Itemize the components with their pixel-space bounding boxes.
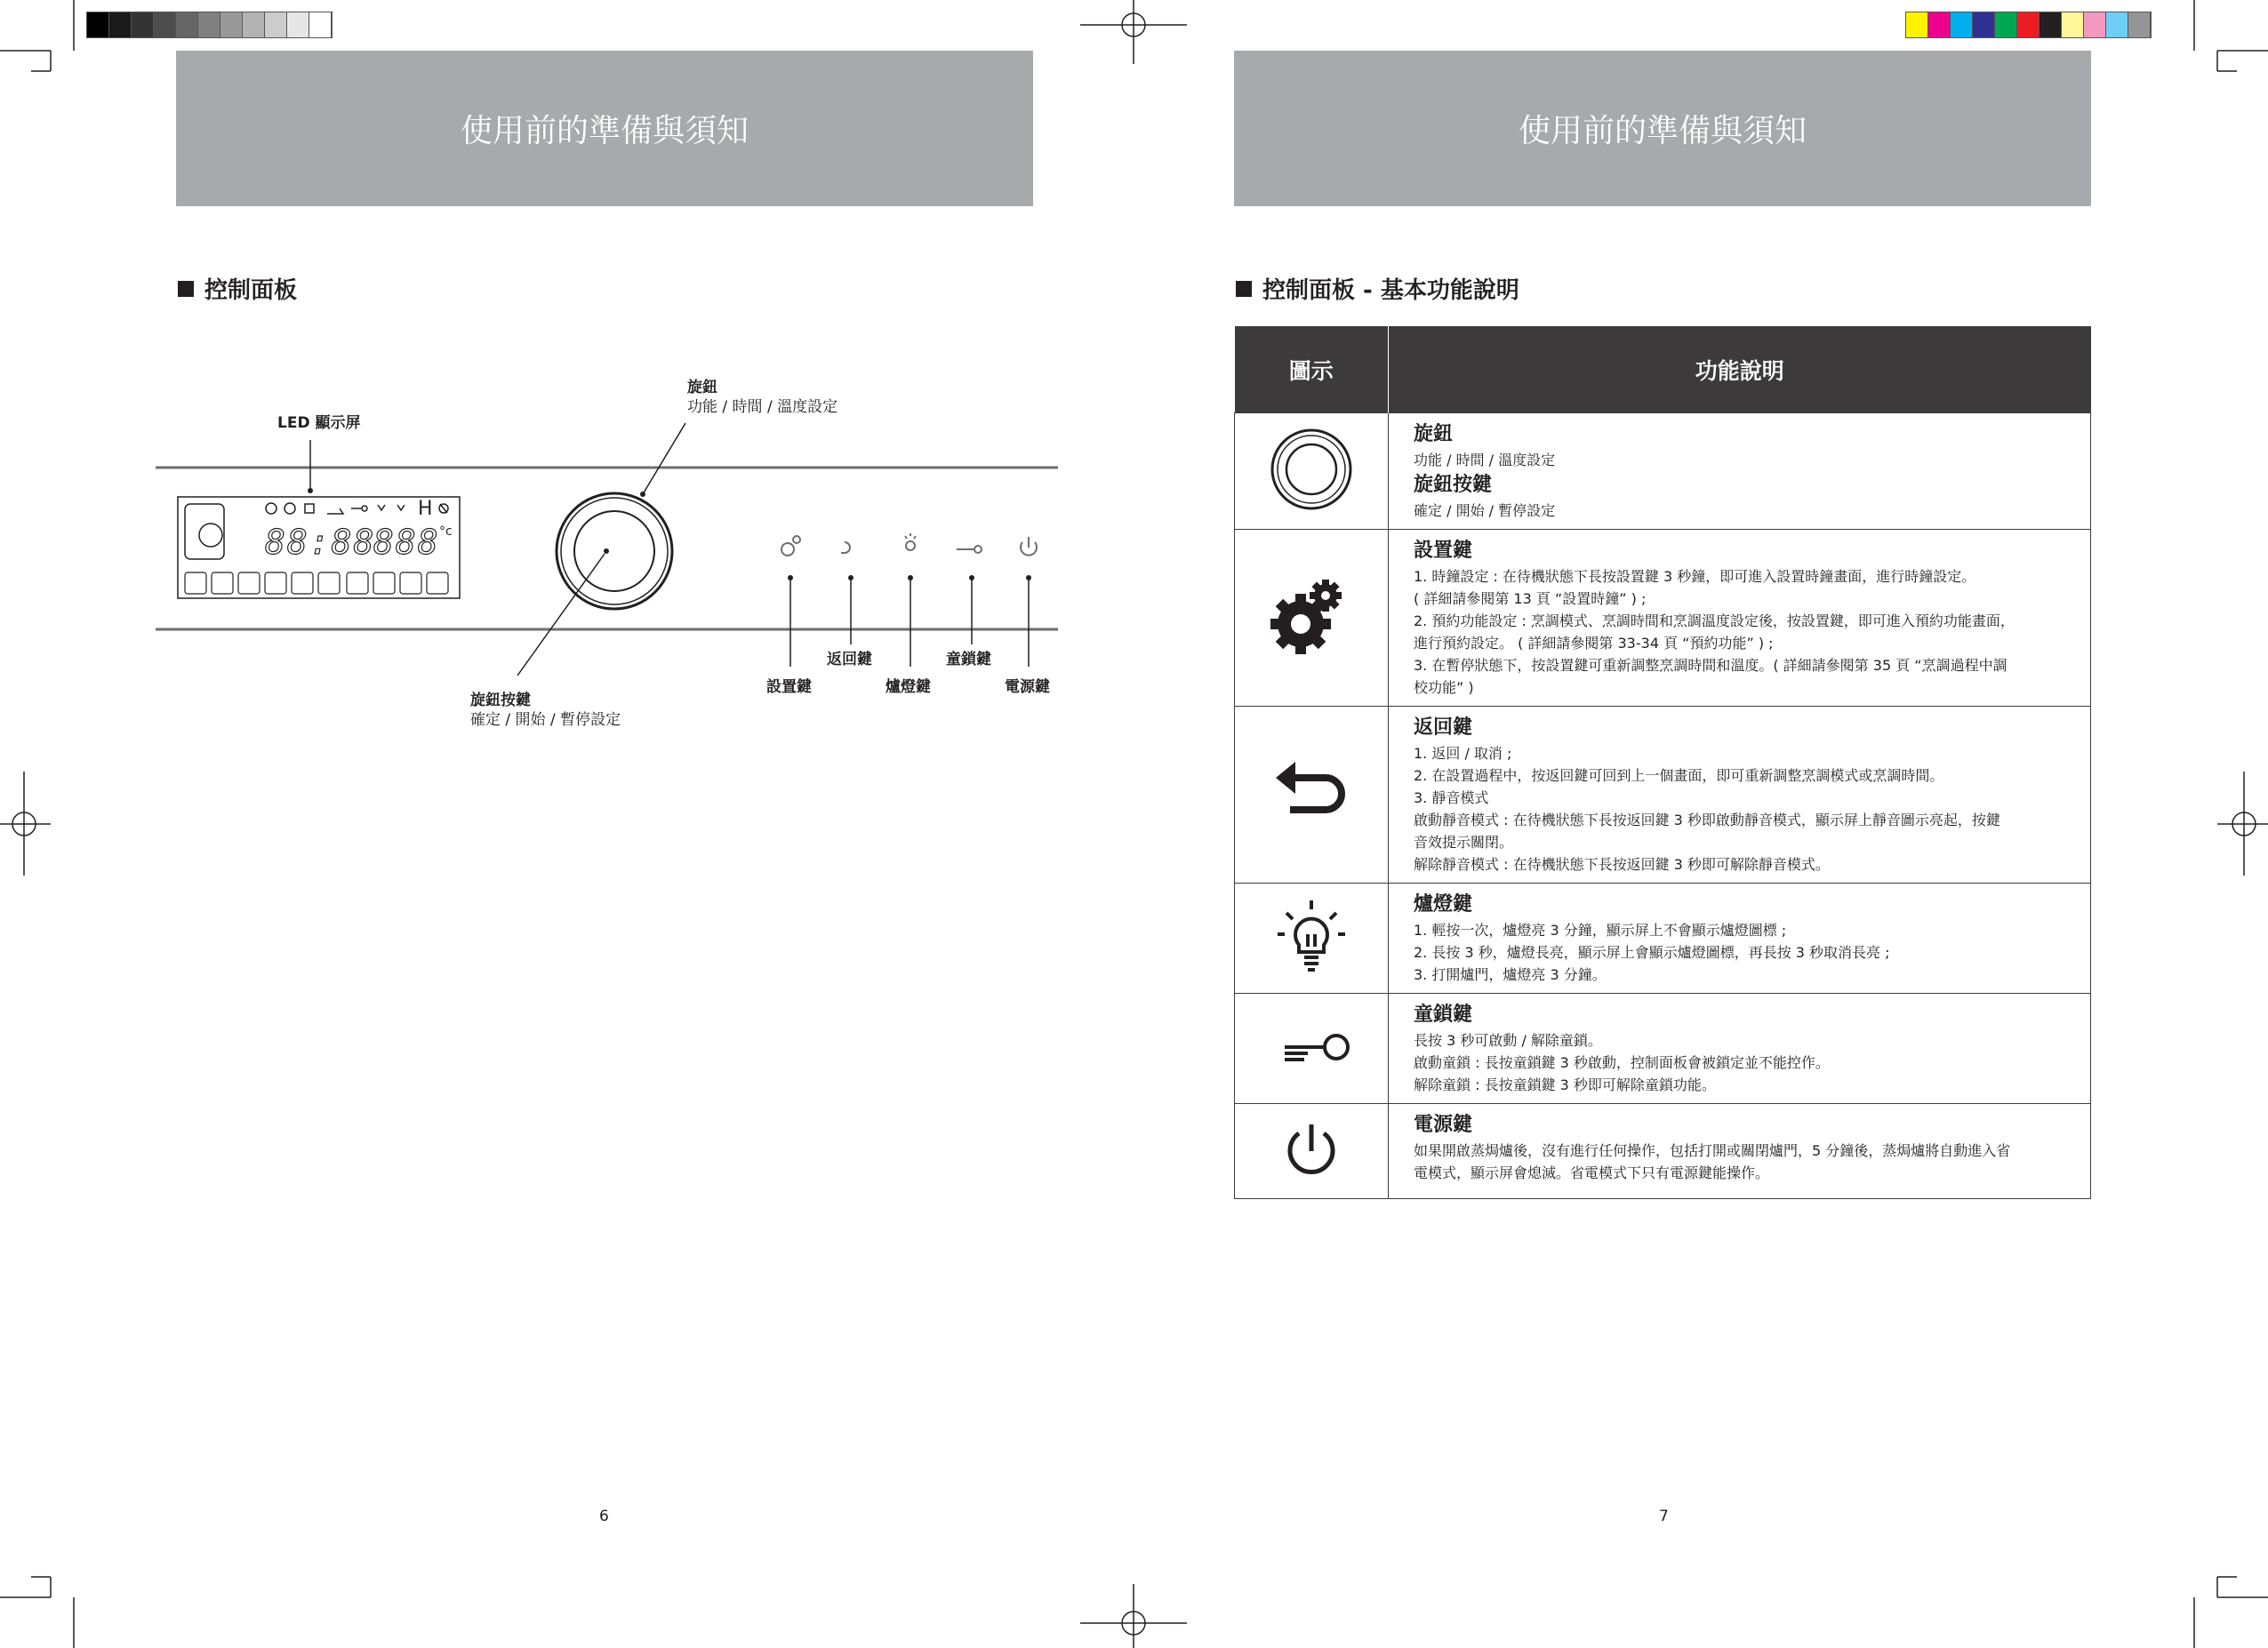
function-description-line: 解除靜音模式 : 在待機狀態下長按返回鍵 3 秒即可解除靜音模式。 <box>1414 856 1830 873</box>
function-description-line: 2. 長按 3 秒，爐燈長亮，顯示屏上會顯示爐燈圖標，再長按 3 秒取消長亮 ; <box>1414 944 1890 961</box>
function-description-line: 校功能” ) <box>1414 679 1474 696</box>
function-description-line: 1. 返回 / 取消 ; <box>1414 745 1512 762</box>
description-cell <box>1389 413 2091 530</box>
description-cell <box>1389 994 2091 1104</box>
function-title: 旋鈕 <box>1414 423 1454 445</box>
function-description-line: 3. 在暫停狀態下，按設置鍵可重新調整烹調時間和溫度。( 詳細請參閱第 35 頁 “烹調過程中調 <box>1414 657 2008 674</box>
function-title: 電源鍵 <box>1414 1114 1473 1136</box>
control-panel-diagram <box>0 0 1134 800</box>
table-header-icon: 圖示 <box>1235 326 1389 413</box>
right-page-number: 7 <box>1659 1508 1669 1525</box>
table-row <box>1235 1104 2091 1199</box>
lamp-icon <box>1249 972 1374 989</box>
function-description-line: 3. 靜音模式 <box>1414 789 1489 806</box>
label-lamp-key: 爐燈鍵 <box>886 678 931 696</box>
table-row <box>1235 994 2091 1104</box>
function-description-line: 2. 預約功能設定 : 烹調模式、烹調時間和烹調溫度設定後，按設置鍵，即可進入預約功能畫面， <box>1414 612 2015 629</box>
led-digits-right: 888 <box>373 523 440 562</box>
function-description-line: 解除童鎖 : 長按童鎖鍵 3 秒即可解除童鎖功能。 <box>1414 1076 1716 1093</box>
function-description-line: 啟動靜音模式 : 在待機狀態下長按返回鍵 3 秒即啟動靜音模式，顯示屏上靜音圖示亮起，按鍵 <box>1414 812 2000 828</box>
left-header-title: 使用前的準備與須知 <box>460 113 749 149</box>
function-description-line: 1. 輕按一次，爐燈亮 3 分鐘，顯示屏上不會顯示爐燈圖標 ; <box>1414 922 1787 939</box>
label-power-key: 電源鍵 <box>1005 678 1050 696</box>
right-page-header <box>1234 51 2091 206</box>
function-description-line: 2. 在設置過程中，按返回鍵可回到上一個畫面，即可重新調整烹調模式或烹調時間。 <box>1414 767 1944 784</box>
label-knob-button-sub: 確定 / 開始 / 暫停設定 <box>470 711 621 729</box>
label-lock-key: 童鎖鍵 <box>946 651 991 668</box>
label-back-key: 返回鍵 <box>827 651 872 668</box>
key-icon <box>1249 1078 1374 1095</box>
label-knob-button: 旋鈕按鍵 <box>470 692 531 709</box>
knob-icon <box>1249 509 1374 526</box>
description-cell <box>1389 707 2091 884</box>
function-title: 旋鈕按鍵 <box>1414 474 1493 496</box>
function-title: 爐燈鍵 <box>1414 893 1473 916</box>
right-header-title: 使用前的準備與須知 <box>1518 113 1807 149</box>
table-row <box>1235 707 2091 884</box>
right-section-title-text: 控制面板 - 基本功能說明 <box>1262 277 1519 304</box>
function-description-line: 電模式，顯示屏會熄滅。省電模式下只有電源鍵能操作。 <box>1414 1164 1770 1181</box>
description-cell <box>1389 884 2091 994</box>
label-setting-key: 設置鍵 <box>766 678 812 696</box>
table-row <box>1235 413 2091 530</box>
icon-cell <box>1235 884 1389 994</box>
led-h-indicator: H <box>418 498 433 520</box>
icon-cell <box>1235 530 1389 707</box>
function-title: 設置鍵 <box>1414 540 1473 562</box>
function-description-line: 進行預約設定。 ( 詳細請參閱第 33-34 頁 “預約功能” ) ; <box>1414 635 1774 652</box>
led-unit-celsius: °c <box>439 524 453 539</box>
function-description-line: 長按 3 秒可啟動 / 解除童鎖。 <box>1414 1032 1602 1049</box>
left-section-title-text: 控制面板 <box>204 277 298 304</box>
square-bullet-icon <box>1236 281 1252 297</box>
function-description-line: 啟動童鎖 : 長按童鎖鍵 3 秒啟動，控制面板會被鎖定並不能控作。 <box>1414 1054 1830 1071</box>
label-knob: 旋鈕 <box>687 379 717 396</box>
function-description-line: 3. 打開爐門，爐燈亮 3 分鐘。 <box>1414 966 1607 983</box>
icon-cell <box>1235 707 1389 884</box>
description-cell <box>1389 530 2091 707</box>
table-row <box>1235 884 2091 994</box>
table-row <box>1235 530 2091 707</box>
power-icon <box>1249 1180 1374 1197</box>
label-led-display: LED 顯示屏 <box>277 414 361 432</box>
function-table <box>1234 326 2091 1199</box>
left-page-number: 6 <box>599 1508 609 1525</box>
led-digits-left: 88:88 <box>265 523 376 562</box>
description-cell <box>1389 1104 2091 1199</box>
label-knob-sub: 功能 / 時間 / 溫度設定 <box>687 398 838 416</box>
function-description-line: 確定 / 開始 / 暫停設定 <box>1414 502 1556 519</box>
function-description-line: ( 詳細請參閱第 13 頁 “設置時鐘” ) ; <box>1414 590 1647 607</box>
function-description-line: 1. 時鐘設定 : 在待機狀態下長按設置鍵 3 秒鐘，即可進入設置時鐘畫面，進行時鐘設定。 <box>1414 568 1976 585</box>
table-header-desc: 功能說明 <box>1389 326 2091 413</box>
function-description-line: 音效提示關閉。 <box>1414 834 1514 851</box>
function-description-line: 如果開啟蒸焗爐後，沒有進行任何操作，包括打開或關閉爐門，5 分鐘後，蒸焗爐將自動進入省 <box>1414 1142 2011 1159</box>
gears-icon <box>1249 660 1374 677</box>
icon-cell <box>1235 994 1389 1104</box>
return-icon <box>1249 828 1374 845</box>
right-section-title <box>1236 272 1519 305</box>
icon-cell <box>1235 413 1389 530</box>
function-title: 童鎖鍵 <box>1414 1004 1473 1026</box>
function-description-line: 功能 / 時間 / 溫度設定 <box>1414 452 1556 468</box>
icon-cell <box>1235 1104 1389 1199</box>
function-title: 返回鍵 <box>1414 716 1473 739</box>
